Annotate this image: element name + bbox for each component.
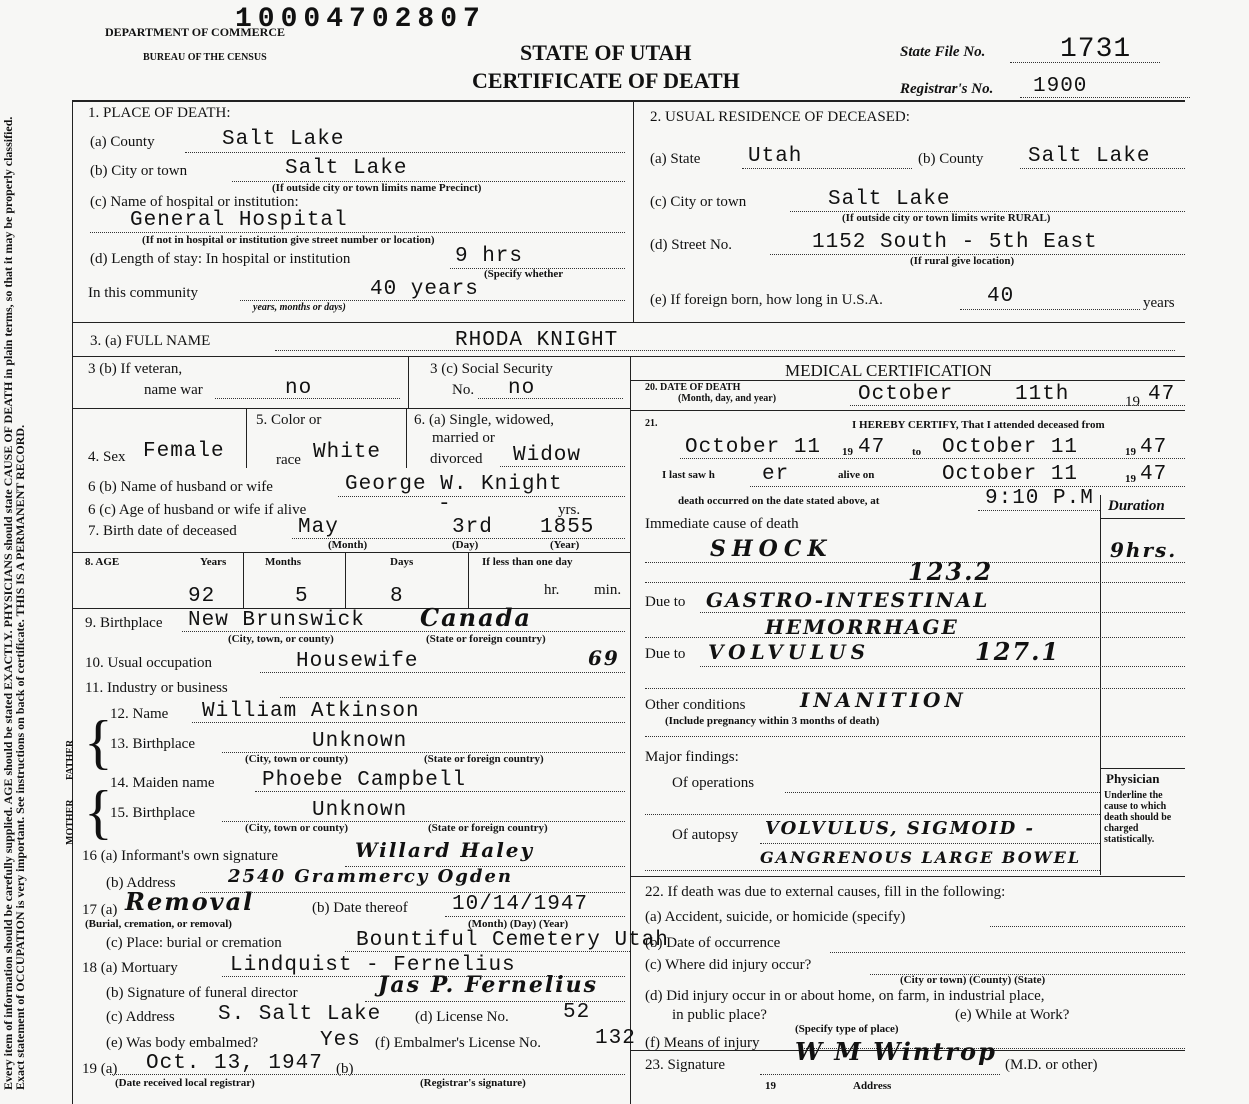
external-b-label: (b) Date of occurrence <box>645 935 781 951</box>
state-file-label: State File No. <box>900 44 986 60</box>
received-note: (Date received local registrar) <box>115 1077 255 1089</box>
side-instructions: Every item of information should be carefully supplied. AGE should be stated EXACTLY. PHYSICIANS should state CAUSE OF DEATH in plain terms, so that it may be properly classified. Exact statement of OCCUPATION is very important. See instructions on back of certificate. THIS IS A PERMANENT RECORD. <box>1 116 27 1090</box>
birth-day: 3rd <box>452 516 493 539</box>
item-21: 21. <box>645 418 658 429</box>
res-state: Utah <box>748 145 803 168</box>
burial-place-label: (c) Place: burial or cremation <box>106 935 282 951</box>
death-county-label: (a) County <box>90 134 155 150</box>
mother-maiden-label: 14. Maiden name <box>110 775 215 791</box>
hr-label: hr. <box>544 582 560 598</box>
attended-to: October 11 <box>942 436 1079 459</box>
other-conditions: INANITION <box>800 688 967 712</box>
occupation-label: 10. Usual occupation <box>85 655 213 671</box>
death-city-label: (b) City or town <box>90 163 188 179</box>
race-label: race <box>276 452 301 468</box>
war-label: name war <box>144 382 203 398</box>
date-of-death-label-1: 20. DATE OF DEATH <box>645 382 741 393</box>
veteran-label: 3 (b) If veteran, <box>88 361 183 377</box>
burial-type: Removal <box>125 887 255 916</box>
res-street: 1152 South - 5th East <box>812 231 1098 254</box>
age-months-col: Months <box>265 556 302 568</box>
year-note: (Year) <box>550 539 580 551</box>
min-label: min. <box>594 582 622 598</box>
mother-state-note: (State or foreign country) <box>428 822 548 834</box>
due-to-label-1: Due to <box>645 594 686 610</box>
other-note: (Include pregnancy within 3 months of death) <box>665 715 880 727</box>
age-label: 8. AGE <box>85 556 120 568</box>
autopsy-label: Of autopsy <box>672 827 739 843</box>
attended-from-prefix: 19 <box>842 446 853 458</box>
hospital-name: General Hospital <box>130 209 348 232</box>
death-city: Salt Lake <box>285 157 408 180</box>
father-brace: { <box>84 709 113 775</box>
external-a-label: (a) Accident, suicide, or homicide (specify) <box>645 909 906 925</box>
bp-state-note: (State or foreign country) <box>426 633 546 645</box>
death-county: Salt Lake <box>222 128 345 151</box>
stay-community: 40 years <box>370 278 479 301</box>
informant-address-label: (b) Address <box>106 875 176 891</box>
age-years: 92 <box>188 585 216 608</box>
mortuary-label: 18 (a) Mortuary <box>82 960 178 976</box>
death-year-prefix: 19 <box>1125 394 1140 410</box>
received-date: Oct. 13, 1947 <box>146 1052 323 1075</box>
autopsy-1: VOLVULUS, SIGMOID - <box>765 818 1035 839</box>
attended-to-prefix: 19 <box>1125 446 1136 458</box>
last-saw-suffix: er <box>762 463 790 486</box>
ss-value: no <box>508 377 536 400</box>
attended-from: October 11 <box>685 436 822 459</box>
mother-label: MOTHER <box>65 799 76 845</box>
occupation-code: 69 <box>588 646 620 670</box>
embalmed: Yes <box>320 1029 361 1052</box>
res-street-note: (If rural give location) <box>910 255 1015 267</box>
informant-signature: Willard Haley <box>355 838 535 862</box>
signature-address-label: Address <box>853 1080 892 1092</box>
specify-note: (Specify whether <box>484 268 564 280</box>
external-c-label: (c) Where did injury occur? <box>645 957 812 973</box>
state-title: STATE OF UTAH <box>520 40 692 65</box>
race-value: White <box>313 441 382 464</box>
due-to-1b: HEMORRHAGE <box>765 615 959 639</box>
residence-heading: 2. USUAL RESIDENCE OF DECEASED: <box>650 109 910 125</box>
age-days-col: Days <box>390 556 414 568</box>
ss-no-label: No. <box>452 382 475 398</box>
marital-value: Widow <box>513 444 582 467</box>
father-bp: Unknown <box>312 730 408 753</box>
mort-address: S. Salt Lake <box>218 1003 382 1026</box>
duration-value: 9hrs. <box>1110 538 1178 562</box>
due-to-label-2: Due to <box>645 646 686 662</box>
certificate-title: CERTIFICATE OF DEATH <box>472 68 740 93</box>
stay-label: (d) Length of stay: In hospital or institution <box>90 251 351 267</box>
industry-label: 11. Industry or business <box>85 680 228 696</box>
years-label: years <box>1143 295 1175 311</box>
age-days: 8 <box>390 585 404 608</box>
res-state-label: (a) State <box>650 151 701 167</box>
less-day-label: If less than one day <box>482 556 573 568</box>
foreign-label: (e) If foreign born, how long in U.S.A. <box>650 292 883 308</box>
mother-brace: { <box>84 779 113 845</box>
received-label: 19 (a) <box>82 1061 118 1077</box>
marital-label-1: 6. (a) Single, widowed, <box>414 412 554 428</box>
birth-date-label: 7. Birth date of deceased <box>88 523 237 539</box>
mother-city-note: (City, town or county) <box>245 822 349 834</box>
age-years-col: Years <box>200 556 227 568</box>
autopsy-2: GANGRENOUS LARGE BOWEL <box>760 848 1082 867</box>
embalmed-label: (e) Was body embalmed? <box>106 1035 259 1051</box>
due-to-2: VOLVULUS <box>708 640 871 664</box>
external-f-label: (f) Means of injury <box>645 1035 760 1051</box>
embalmer-no: 132 <box>595 1027 636 1050</box>
sex-value: Female <box>143 440 225 463</box>
res-city: Salt Lake <box>828 188 951 211</box>
color-label: 5. Color or <box>256 412 322 428</box>
medical-heading: MEDICAL CERTIFICATION <box>785 361 992 380</box>
spouse-age-label: 6 (c) Age of husband or wife if alive <box>88 502 307 518</box>
birth-year: 1855 <box>540 516 595 539</box>
other-label: Other conditions <box>645 697 746 713</box>
mort-address-label: (c) Address <box>106 1009 175 1025</box>
external-d-label: (d) Did injury occur in or about home, on farm, in industrial place, <box>645 988 1045 1004</box>
bp-city-note: (City, town, or county) <box>228 633 334 645</box>
res-city-note: (If outside city or town limits write RURAL) <box>842 212 1051 224</box>
external-d-note: (Specify type of place) <box>795 1023 899 1035</box>
last-saw-label: I last saw h <box>662 469 715 481</box>
license-label: (d) License No. <box>415 1009 509 1025</box>
external-e-label: (e) While at Work? <box>955 1007 1070 1023</box>
md-label: (M.D. or other) <box>1005 1057 1098 1073</box>
license-no: 52 <box>563 1001 591 1024</box>
cause-code-2: 127.1 <box>975 637 1061 666</box>
major-label: Major findings: <box>645 749 739 765</box>
last-saw-prefix: 19 <box>1125 473 1136 485</box>
immediate-label: Immediate cause of death <box>645 516 799 532</box>
birthplace-city: New Brunswick <box>188 609 365 632</box>
attended-from-year: 47 <box>858 436 886 459</box>
attended-to-year: 47 <box>1140 436 1168 459</box>
res-county-label: (b) County <box>918 151 984 167</box>
mortuary: Lindquist - Fernelius <box>230 954 516 977</box>
cause-code-1: 123.2 <box>908 557 994 586</box>
res-county: Salt Lake <box>1028 145 1151 168</box>
external-heading: 22. If death was due to external causes, fill in the following: <box>645 884 1006 900</box>
res-city-label: (c) City or town <box>650 194 747 210</box>
burial-type-note: (Burial, cremation, or removal) <box>85 918 232 930</box>
father-name-label: 12. Name <box>110 706 169 722</box>
burial-date-label: (b) Date thereof <box>312 900 408 916</box>
stay-hospital: 9 hrs <box>455 245 524 268</box>
immediate-cause: SHOCK <box>710 536 833 562</box>
spouse-age: - <box>438 493 452 516</box>
yrs-label: yrs. <box>558 502 581 518</box>
burial-num-label: 17 (a) <box>82 902 118 918</box>
birth-month: May <box>298 516 339 539</box>
burial-place: Bountiful Cemetery Utah <box>356 929 669 952</box>
external-c-note: (City or town) (County) (State) <box>900 974 1046 986</box>
informant-address: 2540 Grammercy Ogden <box>228 866 513 887</box>
marital-label-3: divorced <box>430 451 483 467</box>
mother-bp: Unknown <box>312 799 408 822</box>
burial-date: 10/14/1947 <box>452 893 589 916</box>
registrar-label: Registrar's No. <box>900 81 994 97</box>
father-label: FATHER <box>65 739 76 780</box>
death-month: October <box>858 383 954 406</box>
to-label: to <box>912 446 922 458</box>
registrar-number: 1900 <box>1033 75 1088 98</box>
death-time: 9:10 P.M <box>985 487 1094 510</box>
embalmer-label: (f) Embalmer's License No. <box>375 1035 541 1051</box>
death-year: 47 <box>1148 383 1176 406</box>
hospital-label: (c) Name of hospital or institution: <box>90 194 299 210</box>
age-months: 5 <box>295 585 309 608</box>
full-name-label: 3. (a) FULL NAME <box>90 333 211 349</box>
occupation: Housewife <box>296 650 419 673</box>
signature-label: 23. Signature <box>645 1057 725 1073</box>
birthplace-label: 9. Birthplace <box>85 615 163 631</box>
due-to-1a: GASTRO-INTESTINAL <box>706 588 990 612</box>
external-d-label-2: in public place? <box>672 1007 767 1023</box>
foreign-years: 40 <box>987 285 1015 308</box>
informant-sig-label: 16 (a) Informant's own signature <box>82 848 278 864</box>
place-of-death-heading: 1. PLACE OF DEATH: <box>88 105 231 121</box>
last-saw-year: 47 <box>1140 463 1168 486</box>
community-label: In this community <box>88 285 198 301</box>
director-signature: Jas P. Fernelius <box>378 972 599 998</box>
ss-label: 3 (c) Social Security <box>430 361 553 377</box>
birthplace-country: Canada <box>420 603 532 632</box>
certify-label: I HEREBY CERTIFY, That I attended deceased from <box>852 419 1105 431</box>
full-name: RHODA KNIGHT <box>455 329 619 352</box>
director-label: (b) Signature of funeral director <box>106 985 298 1001</box>
signature-date-label: 19 <box>765 1080 776 1092</box>
hospital-note: (If not in hospital or institution give street number or location) <box>142 234 435 246</box>
community-note: years, months or days) <box>253 302 346 313</box>
duration-label: Duration <box>1108 498 1165 514</box>
sex-label: 4. Sex <box>88 449 126 465</box>
physician-label: Physician <box>1106 771 1160 786</box>
month-note: (Month) <box>328 539 368 551</box>
registrar-sig-label: (b) <box>336 1061 354 1077</box>
father-state-note: (State or foreign country) <box>424 753 544 765</box>
document-number: 10004702807 <box>235 4 486 35</box>
state-file-number: 1731 <box>1060 34 1132 65</box>
mother-maiden: Phoebe Campbell <box>262 769 467 792</box>
father-city-note: (City, town or county) <box>245 753 349 765</box>
res-street-label: (d) Street No. <box>650 237 733 253</box>
department: DEPARTMENT OF COMMERCE <box>105 25 286 39</box>
date-of-death-label-2: (Month, day, and year) <box>678 393 777 404</box>
registrar-sig-note: (Registrar's signature) <box>420 1077 526 1089</box>
physician-signature: W M Wintrop <box>795 1037 997 1066</box>
death-day: 11th <box>1015 383 1070 406</box>
physician-note: Underline the cause to which death should be charged statistically. <box>1104 790 1172 845</box>
father-bp-label: 13. Birthplace <box>110 736 195 752</box>
alive-label: alive on <box>838 469 875 481</box>
bureau: BUREAU OF THE CENSUS <box>143 52 267 63</box>
death-city-note: (If outside city or town limits name Precinct) <box>272 182 482 194</box>
mother-bp-label: 15. Birthplace <box>110 805 195 821</box>
occurred-label: death occurred on the date stated above, at <box>678 495 880 507</box>
day-note: (Day) <box>452 539 479 551</box>
spouse-label: 6 (b) Name of husband or wife <box>88 479 273 495</box>
burial-date-note: (Month) (Day) (Year) <box>468 918 569 930</box>
war-value: no <box>285 377 313 400</box>
operations-label: Of operations <box>672 775 755 791</box>
marital-label-2: married or <box>432 430 495 446</box>
father-name: William Atkinson <box>202 700 420 723</box>
last-saw: October 11 <box>942 463 1079 486</box>
spouse-name: George W. Knight <box>345 473 563 496</box>
